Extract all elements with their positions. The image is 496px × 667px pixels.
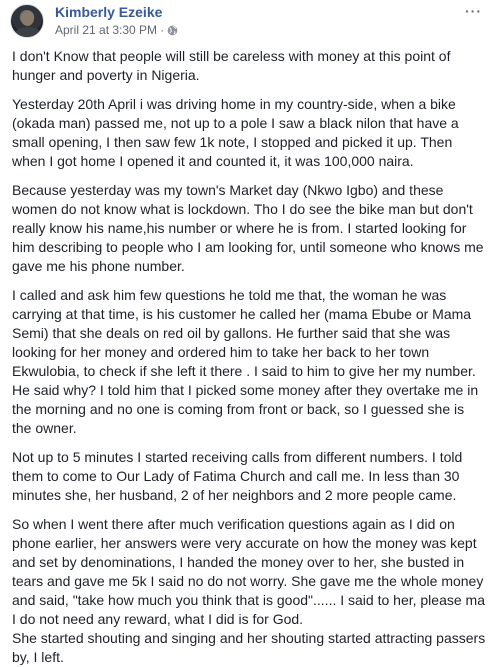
post-timestamp[interactable]: April 21 at 3:30 PM bbox=[55, 23, 158, 37]
post-body bbox=[12, 47, 486, 667]
post-paragraph: Because yesterday was my town's Market day (Nkwo Igbo) and these women do not know what is lockdown. Tho I do see the bike man but don't really know his name,his number or where he is from. I started looking for him describing to people who I am looking for, until someone who knows me gave me his phone number. bbox=[12, 182, 484, 274]
post-paragraph: She started shouting and singing and her shouting started attracting passers by, I left. bbox=[12, 630, 486, 665]
post-paragraph: Yesterday 20th April i was driving home in my country-side, when a bike (okada man) passed me, not up to a pole I saw a black nilon that have a small opening, I then saw few 1k note, I stopped and picked it up. Then when I got home I opened it and counted it, it was 100,000 naira. bbox=[12, 96, 459, 169]
post-paragraph: Not up to 5 minutes I started receiving calls from different numbers. I told them to come to Our Lady of Fatima Church and call me. In less than 30 minutes she, her husband, 2 of her neighbors and 2 more people came. bbox=[12, 449, 463, 503]
post-paragraph: So when I went there after much verification questions again as I did on phone earlier, her answers were very accurate on how the money was kept and set by denominations, I handed the money over to her, she busted in tears and gave me 5k I said no do not worry. She gave me the whole money and said, "take how much you think that is good"...... I said to her, please ma I do not need any reward, what I did is for God. bbox=[12, 516, 485, 627]
post-paragraph: I don't Know that people will still be careless with money at this point of hunger and poverty in Nigeria. bbox=[12, 48, 451, 83]
post-meta bbox=[55, 23, 178, 37]
author-name[interactable]: Kimberly Ezeike bbox=[55, 4, 163, 20]
post-paragraph: I called and ask him few questions he told me that, the woman he was carrying at that time, is his customer he called her (mama Ebube or Mama Semi) that she deals on red oil by gallons. He further said that she was looking for her money and ordered him to take her back to her town Ekwulobia, to check if she left it there . I said to him to give her my number. He said why? I told him that I picked some money after they overtake me in the morning and no one is coming from front or back, so I guessed she is the owner. bbox=[12, 287, 479, 436]
globe-icon[interactable] bbox=[167, 25, 178, 36]
avatar[interactable] bbox=[10, 4, 44, 38]
post-header bbox=[10, 4, 486, 38]
more-options-icon[interactable]: ··· bbox=[465, 3, 482, 19]
meta-separator: · bbox=[160, 23, 165, 37]
